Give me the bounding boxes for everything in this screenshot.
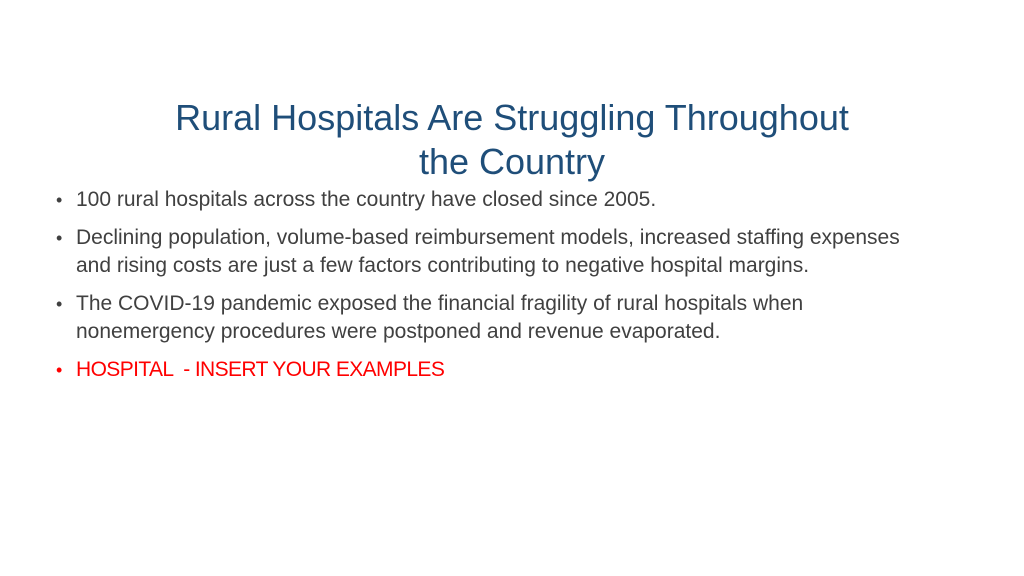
bullet-text: 100 rural hospitals across the country have closed since 2005. xyxy=(76,188,657,211)
slide-title-line-2: the Country xyxy=(418,141,606,183)
bullet-dot-icon: • xyxy=(56,360,62,380)
bullet-list xyxy=(56,186,916,394)
bullet-text: Declining population, volume-based reimbursement models, increased staffing expenses and rising costs are just a few factors contributing to negative hospital margins. xyxy=(76,226,900,277)
bullet-item-closures xyxy=(56,186,916,214)
bullet-text: HOSPITAL - INSERT YOUR EXAMPLES xyxy=(76,358,445,381)
slide-title xyxy=(0,96,1024,184)
bullet-item-factors xyxy=(56,224,916,280)
bullet-dot-icon: • xyxy=(56,228,63,248)
bullet-dot-icon: • xyxy=(56,190,63,210)
bullet-dot-icon: • xyxy=(56,294,63,314)
bullet-item-insert-examples xyxy=(56,356,916,384)
bullet-text: The COVID-19 pandemic exposed the financial fragility of rural hospitals when nonemergency procedures were postponed and revenue evaporated. xyxy=(76,292,804,343)
bullet-item-covid xyxy=(56,290,916,346)
slide-title-line-1: Rural Hospitals Are Struggling Throughout xyxy=(175,97,849,139)
